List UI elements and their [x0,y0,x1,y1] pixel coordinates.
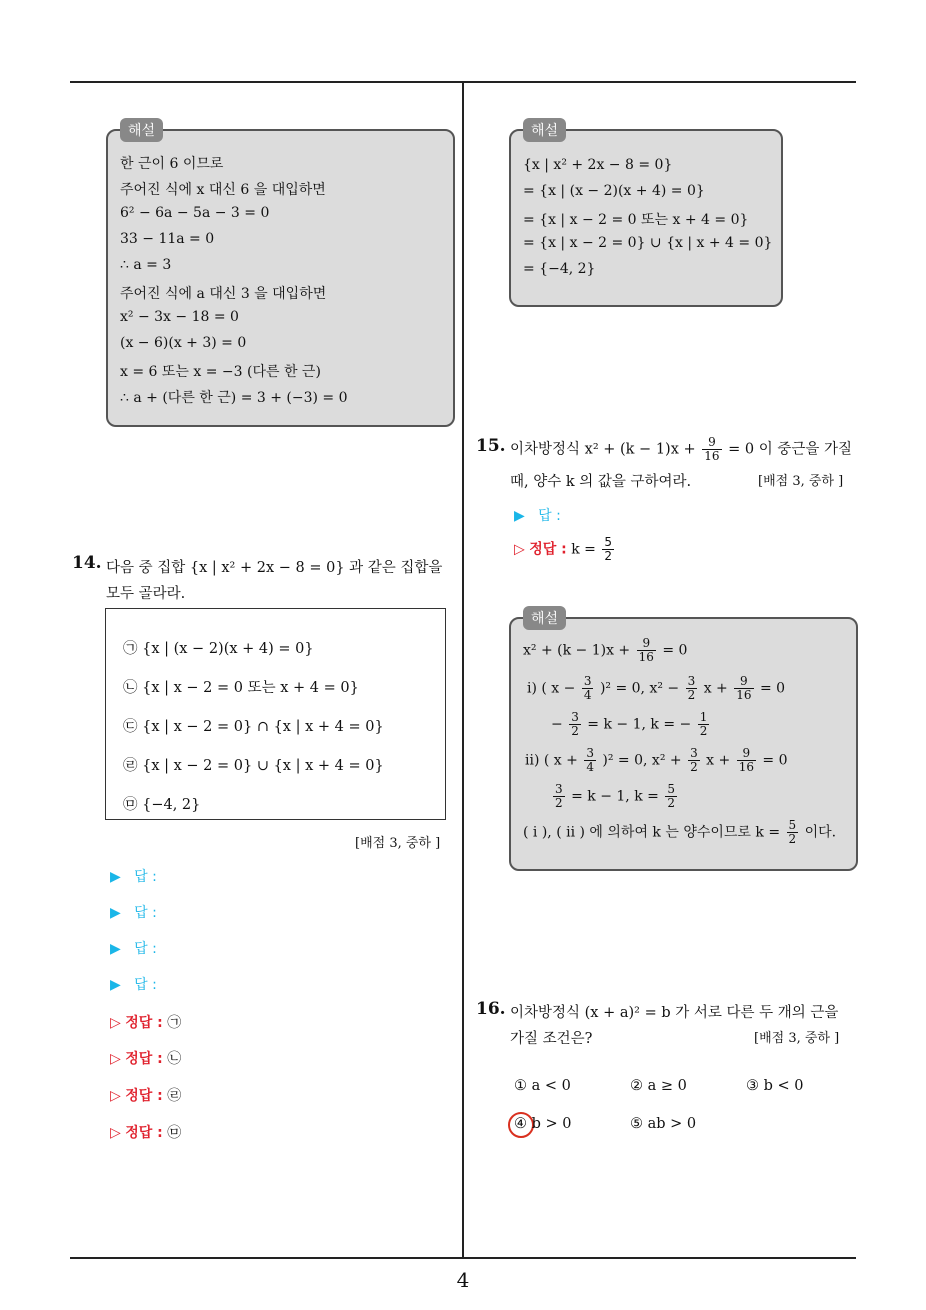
choice-item[interactable]: ㉡ {x | x − 2 = 0 또는 x + 4 = 0} [123,680,359,696]
answer-row[interactable]: ▶ 답 : [110,905,157,921]
question-number: 14. [72,553,102,573]
question-text: 가질 조건은? [510,1031,593,1047]
question-text: 때, 양수 k 의 값을 구하여라. [510,474,692,490]
fraction: $\frac{9}{16}$ [704,435,720,463]
solution-line: 한 근이 6 이므로 [120,156,224,172]
solution-line: ⅰ) ( x − $\frac{3}{4}$ )² = 0, x² − $\frac{3}{2}$ x + $\frac{9}{16}$ = 0 [527,674,786,702]
triangle-outline-icon: ▷ [110,1125,121,1141]
answer-row[interactable]: ▶ 답 : [110,869,157,885]
solution-line: 주어진 식에 a 대신 3 을 대입하면 [120,286,327,302]
option-1[interactable]: ① a < 0 [514,1078,571,1094]
triangle-outline-icon: ▷ [110,1088,121,1104]
correct-answer-row: ▷ 정답 : ㉡ [110,1051,182,1067]
play-icon: ▶ [110,941,121,957]
correct-answer-row: ▷ 정답 : k = $\frac{5}{2}$ [514,535,612,563]
solution-line: 33 − 11a = 0 [120,231,215,247]
choice-item[interactable]: ㉣ {x | x − 2 = 0} ∪ {x | x + 4 = 0} [123,758,384,774]
question-number: 15. [476,436,506,456]
play-icon: ▶ [514,508,525,524]
question-text: 모두 골라라. [106,586,186,602]
solution-box-q15 [509,611,858,871]
points-label: [배점 3, 중하 ] [355,836,441,851]
play-icon: ▶ [110,977,121,993]
option-4[interactable]: ④ b > 0 [514,1116,572,1132]
page-number: 4 [456,1268,470,1292]
question-text: 이차방정식 x² + (k − 1)x + $\frac{9}{16}$ = 0 이 중근을 가질 [510,435,852,463]
solution-tag: 해설 [523,606,566,630]
solution-line: ( i ), ( ii ) 에 의하여 k 는 양수이므로 k = $\frac{5}{2}$ 이다. [523,818,837,846]
fraction: $\frac{5}{2}$ [604,535,612,563]
play-icon: ▶ [110,905,121,921]
choice-item[interactable]: ㉤ {−4, 2} [123,797,201,813]
choice-item[interactable]: ㉠ {x | (x − 2)(x + 4) = 0} [123,641,314,657]
answer-row[interactable]: ▶ 답 : [514,508,561,524]
solution-box-q14 [509,123,783,307]
points-label: [배점 3, 중하 ] [754,1031,840,1046]
bottom-rule [70,1257,856,1259]
option-5[interactable]: ⑤ ab > 0 [630,1116,697,1132]
solution-line: ⅱ) ( x + $\frac{3}{4}$ )² = 0, x² + $\frac{3}{2}$ x + $\frac{9}{16}$ = 0 [525,746,788,774]
answer-row[interactable]: ▶ 답 : [110,941,157,957]
question-number: 16. [476,999,506,1019]
solution-tag: 해설 [120,118,163,142]
triangle-outline-icon: ▷ [514,541,525,558]
solution-line: = {x | (x − 2)(x + 4) = 0} [523,183,705,199]
solution-tag: 해설 [523,118,566,142]
solution-line: x² + (k − 1)x + $\frac{9}{16}$ = 0 [523,636,688,664]
solution-line: {x | x² + 2x − 8 = 0} [523,157,673,173]
correct-answer-row: ▷ 정답 : ㉣ [110,1088,182,1104]
solution-line: = {−4, 2} [523,261,596,277]
play-icon: ▶ [110,869,121,885]
solution-line: 6² − 6a − 5a − 3 = 0 [120,205,270,221]
solution-line: ∴ a = 3 [120,257,172,273]
solution-line: = {x | x − 2 = 0 또는 x + 4 = 0} [523,212,749,228]
choice-box [105,608,446,820]
solution-line: x² − 3x − 18 = 0 [120,309,239,325]
option-3[interactable]: ③ b < 0 [746,1078,804,1094]
solution-line: 주어진 식에 x 대신 6 을 대입하면 [120,182,326,198]
question-text: 이차방정식 (x + a)² = b 가 서로 다른 두 개의 근을 [510,1005,839,1021]
solution-line: (x − 6)(x + 3) = 0 [120,335,247,351]
triangle-outline-icon: ▷ [110,1015,121,1031]
correct-answer-row: ▷ 정답 : ㉤ [110,1125,182,1141]
solution-line: = {x | x − 2 = 0} ∪ {x | x + 4 = 0} [523,235,773,251]
column-divider [462,83,464,1258]
option-2[interactable]: ② a ≥ 0 [630,1078,687,1094]
answer-row[interactable]: ▶ 답 : [110,977,157,993]
solution-box-q13 [106,123,455,427]
triangle-outline-icon: ▷ [110,1051,121,1067]
solution-line: ∴ a + (다른 한 근) = 3 + (−3) = 0 [120,390,348,406]
correct-answer-row: ▷ 정답 : ㉠ [110,1015,182,1031]
choice-item[interactable]: ㉢ {x | x − 2 = 0} ∩ {x | x + 4 = 0} [123,719,384,735]
solution-line: $\frac{3}{2}$ = k − 1, k = $\frac{5}{2}$ [555,782,675,810]
solution-line: x = 6 또는 x = −3 (다른 한 근) [120,364,321,380]
points-label: [배점 3, 중하 ] [758,474,844,489]
question-text: 다음 중 집합 {x | x² + 2x − 8 = 0} 과 같은 집합을 [106,560,443,576]
solution-line: − $\frac{3}{2}$ = k − 1, k = − $\frac{1}{2}$ [551,710,708,738]
